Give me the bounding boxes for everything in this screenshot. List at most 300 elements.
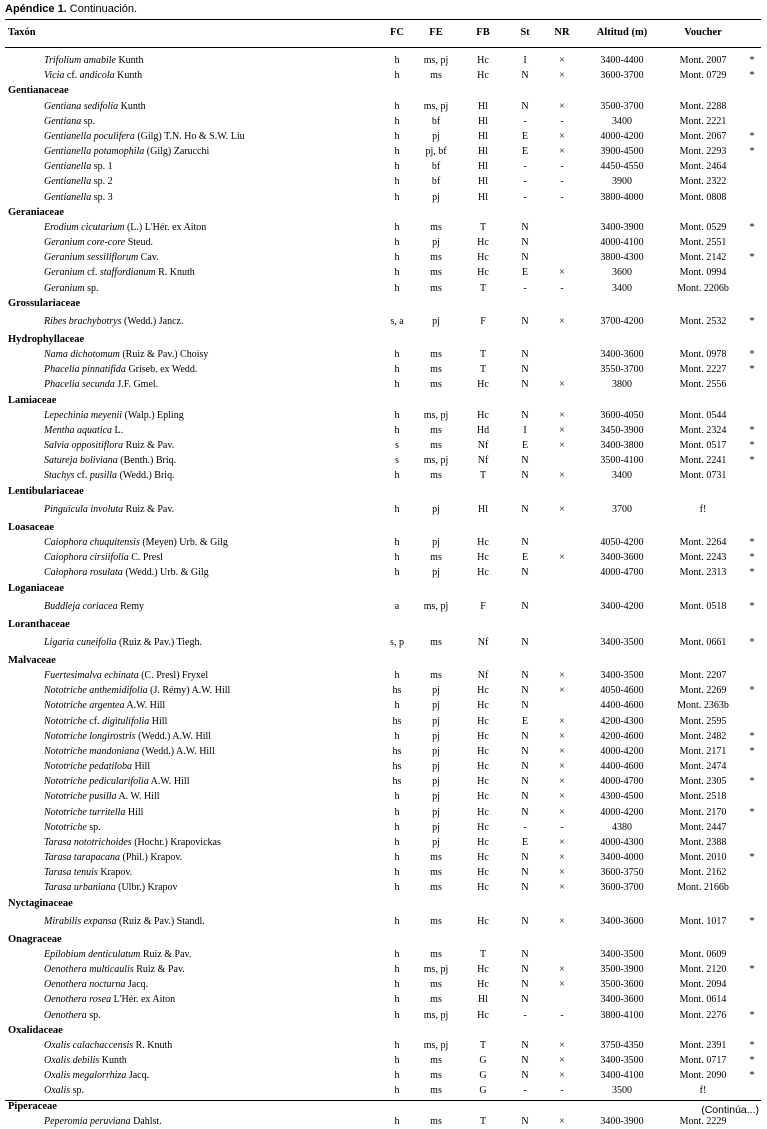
cell-voucher: Mont. 2094 — [679, 979, 727, 991]
cell-altitud: 4380 — [612, 821, 632, 833]
cell-fe: ms — [430, 552, 442, 564]
cell-voucher: Mont. 2532 — [679, 315, 727, 327]
cell-fb: Hc — [477, 979, 489, 991]
cell-st: N — [521, 470, 529, 482]
taxon-epithet: pusilla — [89, 470, 118, 482]
cell-taxon — [44, 423, 123, 438]
cell-voucher: Mont. 2243 — [679, 552, 727, 564]
taxon-genus: Buddleja coriacea — [44, 600, 118, 612]
taxon-genus: Oxalis — [44, 1085, 71, 1097]
taxon-author: Kunth — [118, 100, 146, 112]
cell-voucher: Mont. 1017 — [679, 915, 727, 927]
cell-altitud: 4300-4500 — [600, 791, 644, 803]
cell-fb: Hc — [477, 55, 489, 66]
family-row — [0, 332, 767, 347]
taxon-author: sp. — [86, 1009, 101, 1021]
cell-taxon — [44, 744, 215, 759]
caption-label: Apéndice 1. — [5, 3, 67, 15]
taxon-genus: Geranium core-core — [44, 237, 126, 249]
table-row — [0, 962, 767, 977]
cell-altitud: 3500 — [612, 1085, 632, 1097]
cell-star: * — [749, 636, 755, 648]
cell-fe: ms — [430, 282, 442, 294]
table-row — [0, 992, 767, 1007]
cell-fc: h — [394, 100, 400, 112]
cell-fb: Hl — [478, 100, 488, 112]
table-row — [0, 453, 767, 468]
cell-altitud: 3400-3600 — [600, 349, 644, 361]
cell-nr: × — [559, 964, 565, 976]
table-row — [0, 565, 767, 580]
cell-fe: ms — [430, 349, 442, 361]
cell-taxon — [44, 438, 174, 453]
cell-fc: h — [394, 1070, 400, 1082]
cell-fc: h — [394, 882, 400, 894]
cell-st: N — [521, 1115, 529, 1127]
cell-st: N — [521, 791, 529, 803]
cell-altitud: 4000-4200 — [600, 745, 644, 757]
cell-voucher: Mont. 2464 — [679, 161, 727, 173]
table-row — [0, 1068, 767, 1083]
cell-taxon — [44, 565, 209, 580]
cell-star: * — [749, 567, 755, 579]
cell-st: N — [521, 70, 529, 82]
cell-fe: ms — [430, 440, 442, 452]
cell-voucher: Mont. 2162 — [679, 867, 727, 879]
family-name: Oxalidaceae — [8, 1024, 63, 1036]
cell-fc: hs — [392, 685, 402, 697]
cell-nr: × — [559, 685, 565, 697]
taxon-genus: Geranium sessiliflorum — [44, 252, 139, 264]
cell-voucher: Mont. 0994 — [679, 267, 727, 279]
cell-taxon — [44, 362, 197, 377]
table-row — [0, 596, 767, 617]
cell-taxon — [44, 962, 185, 977]
cell-st: E — [521, 267, 529, 279]
cell-voucher: Mont. 2518 — [679, 791, 727, 803]
cell-fb: G — [479, 1070, 487, 1082]
cell-fe: ms, pj — [423, 55, 449, 66]
cell-fb: Hl — [478, 161, 488, 173]
cell-fe: ms — [430, 424, 442, 436]
taxon-genus: Caiophora rosulata — [44, 567, 123, 579]
taxon-author: Krapov. — [97, 867, 133, 879]
cell-taxon — [44, 698, 165, 713]
cell-fe: pj — [432, 536, 440, 548]
taxon-author: cf. — [74, 470, 90, 482]
cell-fe: pj — [432, 237, 440, 249]
taxon-genus: Trifolium amabile — [44, 55, 116, 66]
cell-altitud: 3450-3900 — [600, 424, 644, 436]
cell-altitud: 3400-3800 — [600, 440, 644, 452]
cell-voucher: Mont. 0808 — [679, 191, 727, 203]
cell-fc: h — [394, 267, 400, 279]
cell-fb: Hc — [477, 776, 489, 788]
cell-st: - — [523, 282, 527, 294]
taxon-genus: Nototriche — [44, 821, 87, 833]
cell-fc: h — [394, 700, 400, 712]
cell-fb: Hc — [477, 567, 489, 579]
cell-voucher: Mont. 2170 — [679, 806, 727, 818]
table-row — [0, 759, 767, 774]
taxon-genus: Oenothera rosea — [44, 994, 112, 1006]
cell-st: N — [521, 636, 529, 648]
taxon-genus: Erodium cicutarium — [44, 221, 125, 233]
cell-fb: Hc — [477, 852, 489, 864]
cell-fe: ms — [430, 267, 442, 279]
table-row — [0, 250, 767, 265]
cell-taxon — [44, 114, 95, 129]
cell-fb: Hc — [477, 964, 489, 976]
taxon-genus: Lepechinia meyenii — [44, 409, 123, 421]
table-row — [0, 911, 767, 932]
taxon-genus: Gentianella poculifera — [44, 130, 135, 142]
cell-star: * — [749, 745, 755, 757]
cell-star: * — [749, 252, 755, 264]
taxon-author: sp. — [84, 282, 99, 294]
cell-taxon — [44, 535, 228, 550]
cell-fb: Hl — [478, 191, 488, 203]
cell-fe: pj — [432, 791, 440, 803]
cell-altitud: 4000-4300 — [600, 836, 644, 848]
family-row — [0, 581, 767, 596]
cell-voucher: f! — [699, 1085, 707, 1097]
table-row — [0, 632, 767, 653]
cell-star: * — [749, 600, 755, 612]
cell-fe: pj — [432, 700, 440, 712]
cell-nr: × — [559, 100, 565, 112]
taxon-author: (Ruiz & Pav.) Standl. — [116, 915, 205, 927]
cell-altitud: 3400-3900 — [600, 221, 644, 233]
cell-fc: h — [394, 146, 400, 158]
table-row — [0, 190, 767, 205]
table-row — [0, 265, 767, 280]
table-row — [0, 377, 767, 392]
taxon-genus: Gentianella potamophila — [44, 146, 145, 158]
cell-st: - — [523, 1085, 527, 1097]
cell-fc: s — [395, 440, 399, 452]
cell-taxon — [44, 668, 208, 683]
cell-fc: h — [394, 536, 400, 548]
cell-fb: Hc — [477, 806, 489, 818]
cell-st: N — [521, 455, 529, 467]
cell-fc: h — [394, 130, 400, 142]
taxon-author: sp. — [81, 115, 96, 127]
taxon-genus: Nototriche — [44, 715, 87, 727]
cell-voucher: Mont. 0717 — [679, 1055, 727, 1067]
cell-voucher: Mont. 2324 — [679, 424, 727, 436]
cell-altitud: 3400 — [612, 115, 632, 127]
cell-taxon — [44, 759, 150, 774]
cell-fb: T — [479, 470, 487, 482]
cell-fe: bf — [431, 176, 441, 188]
table-row — [0, 714, 767, 729]
cell-voucher: Mont. 0529 — [679, 221, 727, 233]
table-body — [0, 53, 767, 1129]
cell-taxon — [44, 1068, 149, 1083]
cell-voucher: Mont. 2276 — [679, 1009, 727, 1021]
cell-st: N — [521, 1039, 529, 1051]
cell-voucher: Mont. 0518 — [679, 600, 727, 612]
cell-voucher: Mont. 2293 — [679, 146, 727, 158]
taxon-author-2: Hill — [149, 715, 168, 727]
table-row — [0, 129, 767, 144]
cell-taxon — [44, 174, 113, 189]
taxon-author-2: Kunth — [114, 70, 143, 82]
cell-taxon — [44, 235, 153, 250]
cell-fe: ms — [430, 915, 442, 927]
cell-st: E — [521, 146, 529, 158]
cell-altitud: 3400-3500 — [600, 948, 644, 960]
cell-fb: Hc — [477, 700, 489, 712]
cell-altitud: 3700-4200 — [600, 315, 644, 327]
cell-fe: ms — [430, 1055, 442, 1067]
cell-fc: h — [394, 470, 400, 482]
cell-fc: h — [394, 821, 400, 833]
cell-taxon — [44, 805, 143, 820]
cell-fe: ms — [430, 470, 442, 482]
taxon-genus: Oxalis calachaccensis — [44, 1039, 134, 1051]
family-name: Loasaceae — [8, 521, 55, 533]
taxon-author: (Walp.) Epling — [122, 409, 184, 421]
taxon-author: (Wedd.) A.W. Hill — [135, 730, 212, 742]
taxon-epithet: andicola — [79, 70, 115, 82]
cell-st: N — [521, 852, 529, 864]
cell-fe: pj — [432, 130, 440, 142]
cell-fe: pj — [432, 806, 440, 818]
taxon-author: (Benth.) Briq. — [117, 455, 177, 467]
taxon-author: sp. — [86, 821, 101, 833]
taxon-author: (Gilg) Zarucchi — [144, 146, 210, 158]
cell-fb: T — [479, 1115, 487, 1127]
cell-altitud: 3800-4000 — [600, 191, 644, 203]
taxon-genus: Nototriche turritella — [44, 806, 126, 818]
cell-fb: T — [479, 221, 487, 233]
cell-st: E — [521, 836, 529, 848]
cell-nr: × — [559, 379, 565, 391]
header-rule — [5, 47, 761, 48]
cell-st: - — [523, 821, 527, 833]
cell-fe: ms, pj — [423, 964, 449, 976]
taxon-genus: Nama dichotomum — [44, 349, 120, 361]
cell-voucher: Mont. 2288 — [679, 100, 727, 112]
taxon-author: (Gilg) T.N. Ho & S.W. Liu — [134, 130, 245, 142]
cell-altitud: 3400-3600 — [600, 552, 644, 564]
cell-taxon — [44, 550, 163, 565]
cell-voucher: Mont. 2391 — [679, 1039, 727, 1051]
cell-fb: Hc — [477, 237, 489, 249]
cell-fc: h — [394, 237, 400, 249]
cell-star: * — [749, 1070, 755, 1082]
cell-altitud: 3400 — [612, 470, 632, 482]
cell-fc: hs — [392, 776, 402, 788]
cell-st: I — [523, 424, 527, 436]
cell-fe: bf — [431, 161, 441, 173]
family-name: Gentianaceae — [8, 85, 69, 97]
cell-fc: h — [394, 161, 400, 173]
cell-fe: ms — [430, 70, 442, 82]
cell-fe: pj, bf — [425, 146, 447, 158]
taxon-author: (Hochr.) Krapovickas — [131, 836, 221, 848]
cell-fc: h — [394, 806, 400, 818]
cell-taxon — [44, 311, 183, 332]
cell-voucher: Mont. 2229 — [679, 1115, 727, 1127]
cell-fb: Nf — [477, 440, 489, 452]
taxon-genus: Tarasa nototrichoides — [44, 836, 132, 848]
taxon-genus: Phacelia secunda — [44, 379, 115, 391]
cell-taxon — [44, 250, 159, 265]
cell-st: E — [521, 440, 529, 452]
cell-fe: ms — [430, 994, 442, 1006]
cell-taxon — [44, 408, 184, 423]
cell-voucher: Mont. 2269 — [679, 685, 727, 697]
cell-st: E — [521, 715, 529, 727]
cell-fc: h — [394, 730, 400, 742]
taxon-genus: Mirabilis expansa — [44, 915, 117, 927]
taxon-genus: Nototriche anthemidifolia — [44, 685, 148, 697]
cell-altitud: 3500-3700 — [600, 100, 644, 112]
cell-nr: × — [559, 806, 565, 818]
taxon-author: R. Knuth — [133, 1039, 173, 1051]
cell-star: * — [749, 552, 755, 564]
cell-star: * — [749, 455, 755, 467]
taxon-author: sp. 1 — [91, 161, 113, 173]
taxon-genus: Oenothera — [44, 1009, 87, 1021]
cell-taxon — [44, 789, 160, 804]
cell-voucher: Mont. 2227 — [679, 364, 727, 376]
taxon-author: (Ruiz & Pav.) Choisy — [119, 349, 209, 361]
taxon-genus: Oenothera multicaulis — [44, 964, 134, 976]
cell-st: N — [521, 979, 529, 991]
cell-nr: × — [559, 503, 565, 515]
family-row — [0, 296, 767, 311]
cell-st: N — [521, 567, 529, 579]
cell-nr: × — [559, 146, 565, 158]
cell-nr: × — [559, 836, 565, 848]
table-caption — [5, 3, 137, 15]
cell-fb: Hc — [477, 409, 489, 421]
family-row — [0, 484, 767, 499]
cell-st: N — [521, 536, 529, 548]
cell-fc: h — [394, 791, 400, 803]
cell-altitud: 3400-3500 — [600, 670, 644, 682]
cell-nr: - — [560, 1009, 564, 1021]
cell-taxon — [44, 714, 167, 729]
taxon-author: A.W. Hill — [124, 700, 166, 712]
cell-fc: hs — [392, 715, 402, 727]
taxon-genus: Caiophora cirsiifolia — [44, 552, 129, 564]
cell-voucher: Mont. 0661 — [679, 636, 727, 648]
cell-altitud: 3400-4100 — [600, 1070, 644, 1082]
cell-fb: Hc — [477, 1009, 489, 1021]
cell-altitud: 3550-3700 — [600, 364, 644, 376]
cell-voucher: Mont. 2264 — [679, 536, 727, 548]
cell-altitud: 3400-4200 — [600, 600, 644, 612]
cell-fc: h — [394, 852, 400, 864]
cell-fb: Hc — [477, 915, 489, 927]
cell-fb: Hl — [478, 503, 488, 515]
cell-altitud: 4000-4200 — [600, 806, 644, 818]
cell-taxon — [44, 281, 98, 296]
taxon-genus: Phacelia pinnatifida — [44, 364, 126, 376]
cell-st: N — [521, 915, 529, 927]
cell-nr: × — [559, 882, 565, 894]
table-row — [0, 235, 767, 250]
cell-altitud: 4050-4200 — [600, 536, 644, 548]
taxon-genus: Tarasa tenuis — [44, 867, 98, 879]
table-row — [0, 535, 767, 550]
cell-star: * — [749, 315, 755, 327]
cell-star: * — [749, 1039, 755, 1051]
cell-voucher: Mont. 2067 — [679, 130, 727, 142]
cell-taxon — [44, 596, 144, 617]
taxon-genus: Satureja boliviana — [44, 455, 118, 467]
cell-fb: Hc — [477, 379, 489, 391]
family-name: Nyctaginaceae — [8, 897, 73, 909]
taxon-genus: Gentiana sedifolia — [44, 100, 119, 112]
cell-taxon — [44, 632, 202, 653]
cell-star: * — [749, 915, 755, 927]
table-row — [0, 683, 767, 698]
cell-nr: × — [559, 715, 565, 727]
taxon-genus: Nototriche mandoniana — [44, 745, 140, 757]
taxon-author: Steud. — [125, 237, 153, 249]
table-row — [0, 805, 767, 820]
cell-nr: × — [559, 70, 565, 82]
table-row — [0, 281, 767, 296]
family-name: Loganiaceae — [8, 582, 64, 594]
cell-fc: hs — [392, 761, 402, 773]
cell-nr: - — [560, 821, 564, 833]
cell-fb: Hc — [477, 836, 489, 848]
cell-voucher: Mont. 0609 — [679, 948, 727, 960]
cell-st: N — [521, 700, 529, 712]
cell-voucher: Mont. 2363b — [677, 700, 729, 712]
taxon-genus: Tarasa urbaniana — [44, 882, 116, 894]
taxon-genus: Nototriche pedicularifolia — [44, 776, 149, 788]
taxon-epithet: digitulifolia — [102, 715, 150, 727]
cell-star: * — [749, 55, 755, 66]
cell-altitud: 4000-4200 — [600, 130, 644, 142]
taxon-author: cf. — [64, 70, 80, 82]
header-fb: FB — [476, 27, 490, 38]
cell-nr: × — [559, 745, 565, 757]
taxon-author: A. W. Hill — [116, 791, 160, 803]
cell-star: * — [749, 536, 755, 548]
taxon-author: Ruiz & Pav. — [123, 440, 175, 452]
cell-taxon — [44, 68, 142, 83]
cell-fb: Hc — [477, 730, 489, 742]
taxon-author: (Ulbr.) Krapov — [115, 882, 178, 894]
cell-star: * — [749, 440, 755, 452]
cell-star: * — [749, 1055, 755, 1067]
cell-nr: × — [559, 670, 565, 682]
cell-st: N — [521, 670, 529, 682]
table-row — [0, 408, 767, 423]
cell-voucher: Mont. 2482 — [679, 730, 727, 742]
table-row — [0, 99, 767, 114]
cell-fc: h — [394, 379, 400, 391]
cell-fc: h — [394, 191, 400, 203]
cell-nr: × — [559, 424, 565, 436]
cell-star: * — [749, 146, 755, 158]
table-row — [0, 820, 767, 835]
cell-fb: T — [479, 282, 487, 294]
taxon-author: L. — [112, 424, 124, 436]
table-row — [0, 1083, 767, 1098]
cell-nr: - — [560, 115, 564, 127]
taxon-author: sp. — [70, 1085, 85, 1097]
